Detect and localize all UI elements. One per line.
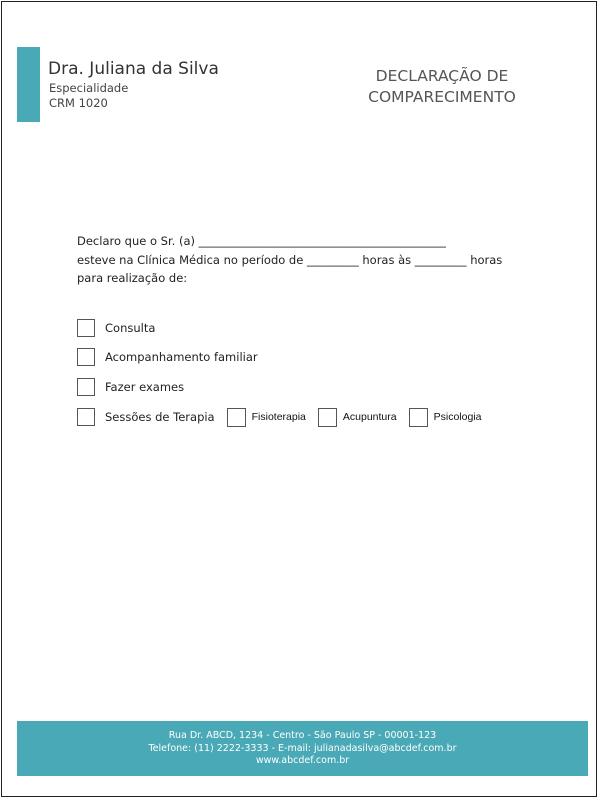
declaration-line-purpose: para realização de: — [77, 271, 188, 285]
therapy-label: Psicologia — [433, 411, 482, 423]
document-title-line1: DECLARAÇÃO DE — [375, 67, 509, 85]
declaration-line-period: esteve na Clínica Médica no período de _________ horas às _________ horas — [77, 252, 503, 267]
option-consulta[interactable] — [77, 318, 155, 338]
therapy-option-acupuntura[interactable] — [318, 408, 397, 427]
therapy-option-psicologia[interactable] — [409, 408, 482, 427]
footer-address: Rua Dr. ABCD, 1234 - Centro - São Paulo SP - 00001-123 — [168, 730, 437, 741]
declaration-text — [77, 232, 537, 288]
document-title — [332, 66, 552, 108]
footer-contact-bar — [17, 721, 588, 776]
footer-website: www.abcdef.com.br — [255, 755, 350, 766]
therapy-label: Fisioterapia — [251, 411, 306, 423]
option-label: Consulta — [105, 321, 156, 335]
header-accent-bar — [17, 47, 40, 122]
doctor-specialty: Especialidade — [49, 81, 129, 95]
checkbox-acompanhamento[interactable] — [77, 348, 95, 366]
therapy-option-fisioterapia[interactable] — [227, 408, 306, 427]
document-title-line2: COMPARECIMENTO — [368, 88, 516, 106]
doctor-name: Dra. Juliana da Silva — [48, 59, 219, 79]
option-label: Acompanhamento familiar — [105, 350, 258, 364]
doctor-crm: CRM 1020 — [49, 96, 108, 110]
checkbox-fisioterapia[interactable] — [227, 408, 246, 427]
document-page — [1, 1, 597, 797]
option-label: Fazer exames — [105, 380, 185, 394]
footer-contact: Telefone: (11) 2222-3333 - E-mail: julianadasilva@abcdef.com.br — [148, 742, 457, 754]
option-label: Sessões de Terapia — [105, 410, 215, 424]
checkbox-acupuntura[interactable] — [318, 408, 337, 427]
therapy-label: Acupuntura — [342, 411, 397, 423]
checkbox-psicologia[interactable] — [409, 408, 428, 427]
checkbox-terapia[interactable] — [77, 408, 95, 426]
declaration-line-patient: Declaro que o Sr. (a) ___________________________________________ — [77, 234, 446, 248]
option-exames[interactable] — [77, 377, 184, 397]
option-terapia[interactable] — [77, 407, 481, 427]
checkbox-exames[interactable] — [77, 378, 95, 396]
checkbox-consulta[interactable] — [77, 319, 95, 337]
option-acompanhamento[interactable] — [77, 347, 258, 367]
